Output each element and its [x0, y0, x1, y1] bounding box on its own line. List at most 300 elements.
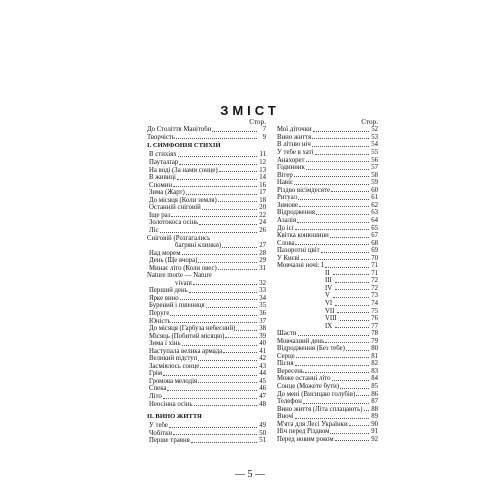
toc-leader-dots [206, 307, 257, 308]
toc-entry-page: 34 [259, 294, 266, 302]
toc-leader-dots [335, 440, 369, 441]
toc-leader-dots [337, 312, 369, 313]
toc-entry-title: Над морем [149, 249, 181, 257]
toc-entry-title: Вересень [277, 367, 304, 375]
toc-entry [147, 318, 266, 326]
toc-entry-page: 37 [259, 317, 266, 325]
toc-entry [277, 247, 378, 255]
toc-entry [277, 285, 378, 293]
toc-entry [147, 430, 266, 438]
toc-entry-page: 22 [259, 211, 266, 219]
toc-entry-page: 64 [371, 216, 378, 224]
toc-entry [277, 292, 378, 300]
toc-leader-dots [330, 433, 369, 434]
toc-entry-title: Чобітки [149, 429, 173, 437]
toc-entry-page: 50 [259, 429, 266, 437]
toc-entry-page: 89 [371, 413, 378, 421]
toc-entry-page: 17 [259, 189, 266, 197]
toc-entry-page: 85 [371, 382, 378, 390]
toc-column-right [277, 118, 378, 443]
toc-entry [277, 383, 378, 391]
toc-entry [147, 265, 266, 273]
toc-leader-dots [236, 330, 257, 331]
toc-entry [147, 302, 266, 310]
toc-leader-dots [313, 131, 369, 132]
toc-leader-dots [198, 262, 257, 263]
toc-entry-page: 38 [259, 325, 266, 333]
toc-leader-dots [332, 380, 369, 381]
toc-leader-dots [212, 131, 257, 132]
toc-entry-title: Пазоротні цвіт [277, 247, 320, 255]
toc-section-heading [147, 412, 266, 422]
toc-entry-page: 51 [259, 437, 266, 445]
toc-leader-dots [178, 156, 257, 157]
toc-entry [147, 310, 266, 318]
toc-entry-title: ІІ. ВИНО ЖИТТЯ [147, 413, 202, 421]
page-title: ЗМІСТ [220, 103, 280, 118]
toc-leader-dots [340, 388, 369, 389]
toc-entry-title: Азалія [277, 216, 297, 224]
toc-leader-dots [294, 176, 369, 177]
toc-entry [147, 295, 266, 303]
toc-leader-dots [182, 345, 257, 346]
toc-leader-dots [340, 320, 369, 321]
toc-entry-page: 74 [371, 299, 378, 307]
toc-entry-page: 48 [259, 400, 266, 408]
toc-leader-dots [349, 425, 369, 426]
toc-entry-title: Юність [149, 317, 171, 325]
toc-entry-title: Грім [149, 370, 163, 378]
toc-entry-page: 18 [259, 196, 266, 204]
toc-entry [147, 272, 266, 280]
toc-entry-title: У Києві [277, 254, 300, 262]
toc-entry [277, 202, 378, 210]
toc-entry [277, 217, 378, 225]
toc-entry-page: 78 [371, 330, 378, 338]
toc-leader-dots [219, 171, 257, 172]
toc-entry-title: Шасти [277, 330, 297, 338]
toc-entry [147, 212, 266, 220]
toc-entry-title: Мої діточки [277, 126, 312, 134]
toc-leader-dots [330, 237, 369, 238]
toc-entry [147, 126, 266, 134]
toc-entry-page: 44 [259, 370, 266, 378]
toc-leader-dots [199, 224, 257, 225]
toc-entry-page: 53 [371, 133, 378, 141]
toc-entry-page: 7 [262, 126, 266, 134]
toc-entry-page: 46 [259, 385, 266, 393]
toc-entry-title: Неосінна осінь [149, 400, 193, 408]
toc-entry-title: Сніговій (Розгагались [147, 234, 211, 242]
toc-entry [147, 167, 266, 175]
toc-entry-title: Пісня [277, 360, 294, 368]
toc-entry-title: ІІ [325, 269, 330, 277]
toc-entry [147, 333, 266, 341]
toc-leader-dots [160, 232, 257, 233]
toc-entry [277, 187, 378, 195]
toc-entry [277, 368, 378, 376]
toc-entry [277, 209, 378, 217]
toc-entry [277, 360, 378, 368]
toc-entry [277, 225, 378, 233]
toc-entry [277, 421, 378, 429]
toc-entry [277, 375, 378, 383]
toc-entry [277, 141, 378, 149]
toc-entry [277, 255, 378, 263]
toc-entry-title: Слова [277, 239, 295, 247]
toc-leader-dots [325, 342, 369, 343]
toc-entry-page: 65 [371, 224, 378, 232]
toc-entry-title: багряні клинки) [175, 242, 222, 250]
toc-entry [277, 149, 378, 157]
toc-leader-dots [356, 395, 369, 396]
toc-leader-dots [301, 259, 369, 260]
toc-entry-title: Місяць (Побитий місяцю) [149, 332, 225, 340]
toc-entry [147, 151, 266, 159]
toc-entry [147, 174, 266, 182]
toc-entry-title: Засміялось сонце [149, 362, 200, 370]
toc-entry-page: 40 [259, 340, 266, 348]
toc-entry-page: 58 [371, 171, 378, 179]
toc-entry-title: Іще раз [149, 211, 171, 219]
toc-entry-page: 11 [259, 151, 266, 159]
toc-entry-page: 79 [371, 337, 378, 345]
toc-entry-title: Годинник [277, 164, 305, 172]
toc-entry-page: 91 [371, 428, 378, 436]
toc-entry [277, 345, 378, 353]
toc-entry-page: 81 [371, 352, 378, 360]
toc-entry-page: 26 [259, 226, 266, 234]
toc-leader-dots [223, 352, 257, 353]
toc-entry-page: 24 [259, 219, 266, 227]
toc-entry [147, 287, 266, 295]
toc-entry-title: IV [325, 284, 333, 292]
toc-entry-title: ІІІ [325, 277, 332, 285]
toc-entry-page: 76 [371, 315, 378, 323]
toc-entry-title: Наступала велика армада [149, 347, 223, 355]
toc-entry-title: vivant [175, 279, 192, 287]
toc-leader-dots [198, 382, 257, 383]
toc-entry-title: Зима (Жарт) [149, 189, 185, 197]
toc-entry-title: Перше травня [149, 437, 190, 445]
toc-leader-dots [298, 199, 369, 200]
page-column-header: Стор. [361, 118, 378, 126]
toc-entry-page: 83 [371, 367, 378, 375]
toc-entry-title: Вино життя [277, 133, 312, 141]
toc-entry [277, 353, 378, 361]
toc-entry-page: 80 [371, 345, 378, 353]
toc-entry-page: 28 [259, 249, 266, 257]
toc-entry [147, 242, 266, 250]
toc-entry-page: 41 [259, 347, 266, 355]
toc-entry [147, 437, 266, 445]
toc-leader-dots [169, 427, 257, 428]
toc-entry-page: 73 [371, 292, 378, 300]
toc-entry-page: 42 [259, 355, 266, 363]
toc-entry-title: Серце [277, 352, 295, 360]
toc-entry-title: VII [325, 307, 335, 315]
toc-entry-title: Може останні літо [277, 375, 331, 383]
toc-entry-page: 13 [259, 166, 266, 174]
toc-entry-page: 43 [259, 362, 266, 370]
toc-leader-dots [321, 252, 369, 253]
toc-entry-title: Спомин [149, 181, 173, 189]
toc-leader-dots [312, 146, 369, 147]
toc-entry-page: 67 [371, 232, 378, 240]
toc-entry [147, 235, 266, 243]
page-column-header: Стор. [249, 118, 266, 126]
toc-entry-title: Сонце (Можете бути) [277, 382, 340, 390]
toc-entry-page: 49 [259, 422, 266, 430]
toc-leader-dots [295, 229, 369, 230]
toc-entry-page: 77 [371, 322, 378, 330]
toc-entry-title: Перед новим роком [277, 435, 334, 443]
toc-leader-dots [306, 161, 370, 162]
toc-entry [147, 257, 266, 265]
toc-leader-dots [335, 327, 369, 328]
toc-section-heading [147, 141, 266, 151]
toc-entry [147, 370, 266, 378]
toc-leader-dots [163, 375, 257, 376]
toc-entry-title: Відродження [277, 209, 315, 217]
toc-entry [277, 270, 378, 278]
toc-entry-page: 56 [371, 156, 378, 164]
toc-entry-title: Зима і хінь [149, 340, 181, 348]
toc-entry-page: 86 [371, 390, 378, 398]
toc-leader-dots [305, 372, 369, 373]
toc-entry [277, 179, 378, 187]
toc-entry [277, 262, 378, 270]
toc-leader-dots [170, 315, 257, 316]
toc-leader-dots [173, 434, 257, 435]
toc-entry-page: 39 [259, 332, 266, 340]
toc-entry-page: 62 [371, 201, 378, 209]
toc-leader-dots [200, 367, 257, 368]
toc-leader-dots [189, 292, 257, 293]
toc-leader-dots [193, 284, 257, 285]
toc-entry-title: Ритуал [277, 194, 298, 202]
toc-entry [277, 232, 378, 240]
toc-entry-title: В стихіях [149, 151, 177, 159]
toc-entry-title: Ярке вино [149, 294, 179, 302]
toc-entry-title: До мені (Висицаю голубів) [277, 390, 356, 398]
toc-entry-title: Телефон [277, 398, 302, 406]
toc-entry-title: Спека [149, 385, 167, 393]
toc-entry-title: Громова мелодія [149, 377, 198, 385]
toc-entry [147, 348, 266, 356]
toc-leader-dots [167, 390, 257, 391]
toc-entry [277, 300, 378, 308]
toc-entry-page: 16 [259, 181, 266, 189]
toc-entry-title: В живиці [149, 174, 176, 182]
toc-entry-page: 75 [371, 307, 378, 315]
toc-entry-title: Золотокоса осінь [149, 219, 199, 227]
toc-leader-dots [295, 244, 369, 245]
toc-entry [277, 315, 378, 323]
toc-entry-page: 68 [371, 239, 378, 247]
toc-entry [277, 194, 378, 202]
toc-entry [147, 280, 266, 288]
toc-entry-title: Літо [149, 392, 162, 400]
toc-entry-page: 63 [371, 209, 378, 217]
toc-column-left [147, 118, 266, 445]
toc-entry [147, 204, 266, 212]
toc-leader-dots [335, 305, 369, 306]
toc-entry [147, 422, 266, 430]
toc-entry-title: Nature morte — Nature [147, 272, 212, 280]
toc-entry-title: Ніч перед Різдвом [277, 428, 330, 436]
toc-entry-title: В літню ніч [277, 141, 311, 149]
toc-leader-dots [364, 410, 370, 411]
toc-leader-dots [325, 267, 369, 268]
toc-leader-dots [218, 201, 257, 202]
toc-entry-title: Вітер [277, 171, 293, 179]
toc-entry-page: 27 [259, 242, 266, 250]
toc-entry-page: 59 [371, 179, 378, 187]
toc-entry-title: Творчість [147, 133, 175, 141]
toc-leader-dots [303, 403, 369, 404]
toc-leader-dots [172, 322, 257, 323]
toc-leader-dots [298, 335, 370, 336]
toc-leader-dots [312, 138, 369, 139]
toc-leader-dots [333, 274, 369, 275]
toc-entry [147, 393, 266, 401]
toc-entry-title: Минає літо (Коли овес) [149, 264, 217, 272]
toc-entry-page: 70 [371, 254, 378, 262]
toc-entry-title: IX [325, 322, 333, 330]
toc-entry-title: Великий відступ [149, 355, 198, 363]
toc-entry-page: 9 [262, 133, 266, 141]
toc-entry [147, 159, 266, 167]
toc-entry [277, 308, 378, 316]
toc-entry-page: 71 [371, 269, 378, 277]
toc-leader-dots [335, 289, 369, 290]
toc-leader-dots [335, 282, 369, 283]
toc-entry-title: Навіє [277, 179, 293, 187]
toc-entry [147, 227, 266, 235]
toc-entry [277, 134, 378, 142]
toc-entry [147, 378, 266, 386]
toc-leader-dots [182, 254, 258, 255]
toc-entry [147, 219, 266, 227]
toc-entry-title: І. СИМФОНІЯ СТИХІЙ [147, 142, 221, 150]
toc-entry-page: 47 [259, 392, 266, 400]
toc-entry-page: 87 [371, 398, 378, 406]
toc-entry-title: До ісі [277, 224, 294, 232]
toc-entry [277, 398, 378, 406]
toc-leader-dots [333, 297, 369, 298]
toc-entry-title: Останній сніговій [149, 204, 201, 212]
toc-entry-title: М'ята для Лесі Українки [277, 420, 348, 428]
toc-entry-title: У тебе [149, 422, 168, 430]
toc-leader-dots [306, 169, 369, 170]
toc-entry-page: 14 [259, 174, 266, 182]
toc-entry [147, 340, 266, 348]
toc-entry-page: 90 [371, 420, 378, 428]
toc-entry-title: У тебе в хаті [277, 149, 314, 157]
toc-leader-dots [186, 194, 257, 195]
toc-entry [147, 250, 266, 258]
toc-entry [277, 428, 378, 436]
toc-entry [277, 413, 378, 421]
toc-entry-page: 35 [259, 302, 266, 310]
toc-entry-title: Різдво вісімдесяте [277, 186, 331, 194]
toc-leader-dots [222, 247, 257, 248]
toc-entry [277, 240, 378, 248]
toc-entry [147, 134, 266, 142]
toc-entry-page: 33 [259, 287, 266, 295]
toc-entry-page: 72 [371, 277, 378, 285]
toc-entry-page: 71 [371, 262, 378, 270]
toc-leader-dots [331, 191, 369, 192]
toc-leader-dots [297, 222, 369, 223]
toc-entry-page: 32 [259, 279, 266, 287]
toc-entry-title: До місяця (Гарбуза небесний) [149, 325, 236, 333]
toc-entry [147, 401, 266, 409]
toc-entry-title: VI [325, 299, 333, 307]
toc-entry [147, 182, 266, 190]
toc-entry [277, 164, 378, 172]
toc-entry [147, 385, 266, 393]
toc-entry [147, 355, 266, 363]
toc-entry-title: Пауталґар [149, 159, 179, 167]
toc-entry-page: 20 [259, 204, 266, 212]
toc-entry-title: Анахорет [277, 156, 305, 164]
toc-entry-title: Мовчазний день [277, 337, 325, 345]
toc-entry-title: Перший день [149, 287, 188, 295]
toc-entry [277, 436, 378, 444]
toc-entry-title: День (Ще вчора) [149, 257, 198, 265]
toc-entry-title: Вночі [277, 413, 294, 421]
toc-leader-dots [198, 360, 257, 361]
toc-entry-title: Мовчазні ночі: І [277, 262, 324, 270]
toc-entry [277, 126, 378, 134]
toc-leader-dots [225, 337, 257, 338]
toc-entry-title: Бурений і пшениця [149, 302, 205, 310]
toc-entry-title: V [325, 292, 330, 300]
toc-entry [277, 338, 378, 346]
page-number: — 5 — [235, 469, 265, 480]
toc-leader-dots [315, 154, 370, 155]
toc-leader-dots [171, 216, 257, 217]
toc-leader-dots [299, 206, 369, 207]
toc-entry-page: 57 [371, 164, 378, 172]
toc-entry-page: 92 [371, 435, 378, 443]
toc-entry-page: 69 [371, 247, 378, 255]
toc-entry [147, 363, 266, 371]
toc-entry-page: 52 [371, 126, 378, 134]
toc-entry-page: 54 [371, 141, 378, 149]
toc-leader-dots [173, 186, 257, 187]
toc-entry-title: Зимове [277, 201, 298, 209]
toc-entry-page: 88 [371, 405, 378, 413]
toc-entry-page: 82 [371, 360, 378, 368]
toc-leader-dots [316, 214, 369, 215]
toc-entry-title: VIII [325, 315, 337, 323]
toc-entry [277, 391, 378, 399]
toc-leader-dots [296, 357, 369, 358]
toc-entry-title: Квітка конюшини [277, 232, 329, 240]
toc-leader-dots [177, 179, 257, 180]
toc-entry-page: 61 [371, 194, 378, 202]
toc-leader-dots [202, 209, 257, 210]
toc-leader-dots [295, 418, 369, 419]
toc-entry [277, 406, 378, 414]
toc-leader-dots [180, 299, 257, 300]
toc-entry-page: 72 [371, 284, 378, 292]
toc-entry-page: 36 [259, 309, 266, 317]
toc-entry-page: 31 [259, 264, 266, 272]
